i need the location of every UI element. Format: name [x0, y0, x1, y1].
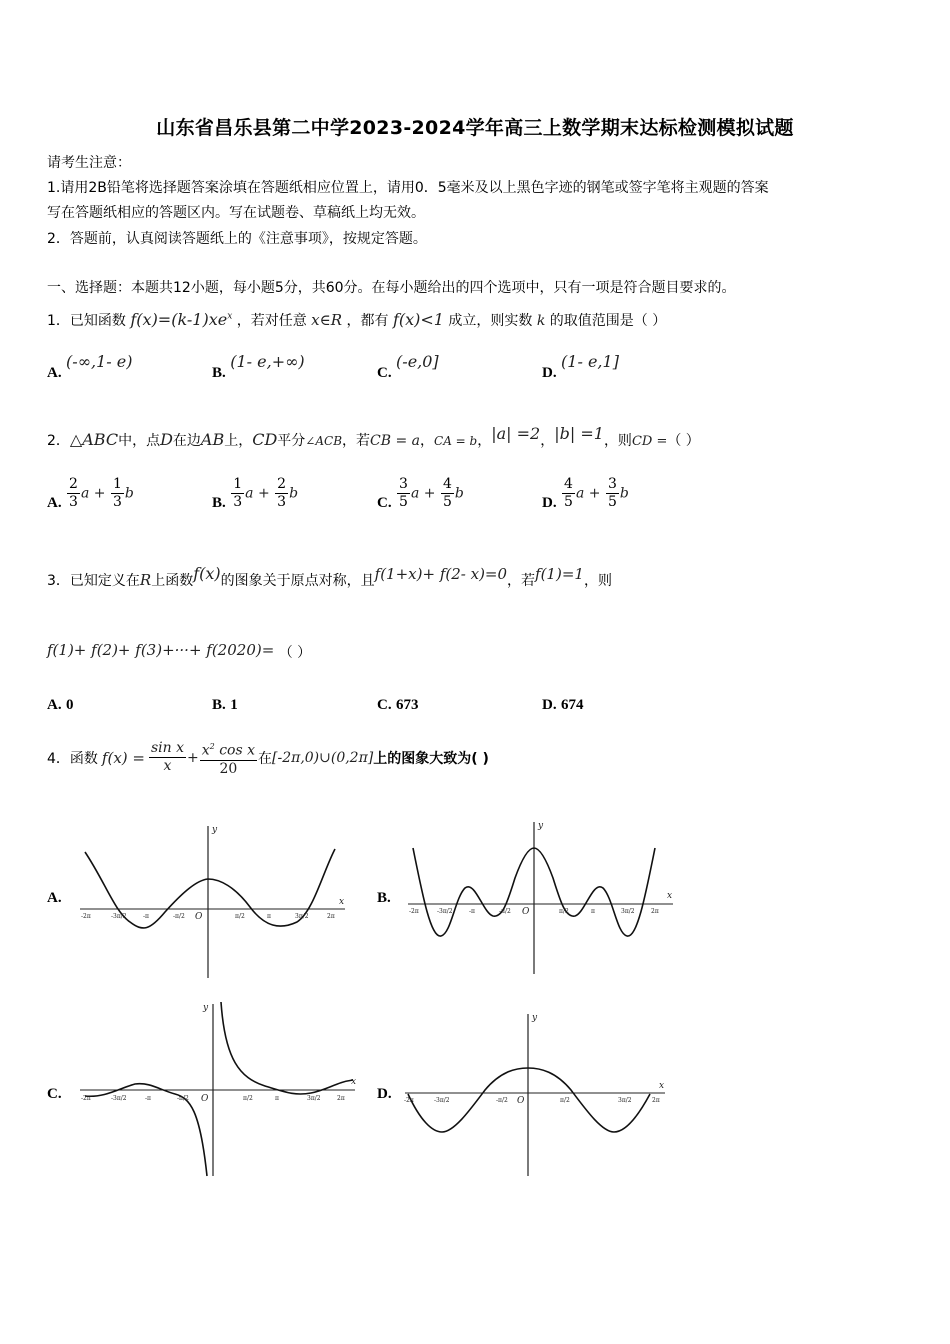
q3-option-d[interactable]: D. 674	[542, 697, 584, 713]
graph-d-label[interactable]: D.	[377, 1086, 392, 1102]
q2-number: 2．	[47, 433, 70, 449]
q2-option-b[interactable]: B. $\frac{1}{3}$ a + $\frac{2}{3}$ b	[212, 476, 299, 511]
graph-a-tick: -3π/2	[111, 913, 127, 920]
q2-text-5: ，若	[342, 433, 371, 449]
graph-c-tick: -3π/2	[111, 1095, 127, 1102]
graph-a-tick: -2π	[81, 913, 91, 920]
graph-c-y-label: y	[203, 1003, 209, 1013]
graph-c-curve-right	[221, 1002, 353, 1094]
q2-point-d: D	[160, 430, 173, 449]
graph-c-origin: O	[201, 1094, 209, 1104]
q1-option-a[interactable]: A. (-∞,1- e)	[47, 352, 133, 381]
q2-text-3: 上，	[224, 433, 253, 449]
q4-fraction-2: $\frac{x^2 \cos x}{20}$	[200, 738, 257, 778]
graph-c[interactable]	[75, 1000, 360, 1180]
graph-d-origin: O	[517, 1096, 525, 1106]
q2-abs-a: |a| =2	[491, 424, 541, 443]
q3-option-b[interactable]: B. 1	[212, 697, 238, 713]
question-1	[47, 310, 666, 330]
q4-fraction-1: $\frac{\text{sin x}}{x}$	[150, 740, 185, 775]
q3-paren: （ ）	[278, 645, 312, 661]
q1-number: 1．已知函数	[47, 313, 126, 329]
graph-c-tick: -π/2	[177, 1095, 189, 1102]
graph-d-tick: π/2	[560, 1097, 570, 1104]
graph-b-label[interactable]: B.	[377, 890, 391, 906]
q1-text-4: 的取值范围是（ ）	[549, 313, 667, 329]
q2-comma: ，	[420, 433, 435, 449]
q4-interval: [-2π,0)∪(0,2π]	[272, 749, 374, 766]
graph-d-tick: -π/2	[496, 1097, 508, 1104]
graph-c-tick: 3π/2	[307, 1095, 321, 1102]
q2-option-a[interactable]: A. $\frac{2}{3}$ a + $\frac{1}{3}$ b	[47, 476, 134, 511]
graph-d-y-label: y	[532, 1013, 538, 1023]
q3-text-4: ，则	[583, 573, 612, 589]
graph-b[interactable]	[403, 818, 678, 978]
graph-b-tick: -π	[469, 908, 475, 915]
question-2	[47, 424, 700, 450]
q2-text-1: 中，点	[118, 433, 161, 449]
notice-item-2: 2．答题前，认真阅读答题纸上的《注意事项》，按规定答题。	[47, 231, 427, 247]
exam-title: 山东省昌乐县第二中学2023-2024学年高三上数学期末达标检测模拟试题	[156, 117, 794, 139]
q2-angle: ∠ACB	[305, 434, 343, 448]
graph-c-tick: π	[275, 1095, 279, 1102]
q2-segment-cd: CD	[252, 430, 278, 449]
q2-vector-ca: CA = b	[434, 434, 478, 448]
q2-vector-cb: CB = a	[370, 433, 421, 449]
graph-c-x-label: x	[351, 1077, 357, 1087]
q3-sum: f(1)+ f(2)+ f(3)+···+ f(2020)=	[47, 641, 275, 659]
q4-fx: f(x) =	[101, 748, 145, 767]
graph-b-tick: -2π	[409, 908, 419, 915]
q2-text-4: 平分	[277, 433, 306, 449]
graph-a-tick: π/2	[235, 913, 245, 920]
graph-c-tick: 2π	[337, 1095, 345, 1102]
q2-text-6: ，	[477, 433, 492, 449]
q4-text-1: 在	[258, 750, 273, 767]
graph-d-tick: 2π	[652, 1097, 660, 1104]
q3-f1: f(1)=1	[535, 565, 584, 583]
question-3	[47, 564, 612, 590]
q2-text-2: 在边	[172, 433, 201, 449]
q3-fx: f(x)	[193, 564, 221, 583]
graph-c-label[interactable]: C.	[47, 1086, 62, 1102]
q1-text-2: ，都有	[346, 313, 389, 329]
section-heading: 一、选择题：本题共12小题，每小题5分，共60分。在每小题给出的四个选项中，只有一项是符合题目要求的。	[47, 280, 736, 296]
graph-a-tick: -π/2	[173, 913, 185, 920]
graph-d-tick: 3π/2	[618, 1097, 632, 1104]
graph-b-x-label: x	[667, 891, 673, 901]
q1-text-1: ，若对任意	[236, 313, 307, 329]
graph-a-tick: 3π/2	[295, 913, 309, 920]
graph-a-tick: π	[267, 913, 271, 920]
notice-item-1-line-2: 写在答题纸相应的答题区内。写在试题卷、草稿纸上均无效。	[47, 205, 425, 221]
graph-a-origin: O	[195, 912, 203, 922]
q2-triangle: △ABC	[69, 430, 119, 449]
q2-text-8: ，则	[603, 433, 632, 449]
graph-b-tick: π	[591, 908, 595, 915]
graph-c-tick: -2π	[81, 1095, 91, 1102]
graph-b-tick: 3π/2	[621, 908, 635, 915]
q2-abs-b: |b| =1	[554, 424, 604, 443]
q3-number: 3．已知定义在	[47, 573, 140, 589]
q2-text-7: ，	[540, 433, 555, 449]
q3-option-c[interactable]: C. 673	[377, 697, 419, 713]
graph-d[interactable]	[400, 1010, 670, 1180]
q3-text-3: ，若	[507, 573, 536, 589]
graph-b-y-label: y	[538, 821, 544, 831]
q3-text-2: 的图象关于原点对称，且	[220, 573, 375, 589]
q2-option-d[interactable]: D. $\frac{4}{5}$ a + $\frac{3}{5}$ b	[542, 476, 629, 511]
q3-option-a[interactable]: A. 0	[47, 697, 74, 713]
q1-condition: x∈R	[311, 311, 343, 329]
graph-b-origin: O	[522, 907, 530, 917]
graph-c-tick: π/2	[243, 1095, 253, 1102]
q3-text-1: 上函数	[151, 573, 194, 589]
q2-vector-cd: CD =	[631, 434, 668, 449]
q1-variable: k	[536, 313, 546, 329]
question-4	[47, 738, 489, 778]
q3-equation: f(1+x)+ f(2- x)=0	[374, 565, 508, 583]
q3-set-r: R	[139, 571, 152, 589]
graph-a-tick: -π	[143, 913, 149, 920]
q1-function: $f(x)=(k-1)xe^x$	[130, 310, 233, 329]
q1-inequality: f(x)<1	[392, 310, 444, 329]
q4-plus: +	[187, 749, 199, 766]
graph-b-tick: -3π/2	[437, 908, 453, 915]
q3-sum-line	[47, 640, 311, 660]
q1-option-c[interactable]: C. (-e,0]	[377, 352, 439, 381]
q1-text-3: 成立，则实数	[448, 313, 533, 329]
q1-option-b[interactable]: B. (1- e,+∞)	[212, 352, 305, 381]
graph-b-tick: 2π	[651, 908, 659, 915]
q4-number: 4．函数	[47, 750, 98, 767]
graph-d-tick: -2π	[404, 1097, 414, 1104]
graph-d-tick: -3π/2	[434, 1097, 450, 1104]
graph-a-label[interactable]: A.	[47, 890, 62, 906]
q2-text-9: （ ）	[667, 433, 700, 449]
graph-b-tick: π/2	[559, 908, 569, 915]
q2-segment-ab: AB	[200, 430, 225, 449]
graph-a-tick: 2π	[327, 913, 335, 920]
notice-item-1-line-1: 1.请用2B铅笔将选择题答案涂填在答题纸相应位置上，请用0．5毫米及以上黑色字迹的钢笔或签字笔将主观题的答案	[47, 180, 769, 196]
notice-heading: 请考生注意：	[47, 155, 131, 171]
graph-a-y-label: y	[212, 825, 218, 835]
graph-d-x-label: x	[659, 1081, 665, 1091]
q2-option-c[interactable]: C. $\frac{3}{5}$ a + $\frac{4}{5}$ b	[377, 476, 464, 511]
graph-a-x-label: x	[339, 897, 345, 907]
graph-a[interactable]	[75, 822, 350, 982]
q4-text-2: 上的图象大致为( )	[373, 750, 489, 767]
graph-b-tick: -π/2	[499, 908, 511, 915]
q1-option-d[interactable]: D. (1- e,1]	[542, 352, 619, 381]
graph-c-tick: -π	[145, 1095, 151, 1102]
